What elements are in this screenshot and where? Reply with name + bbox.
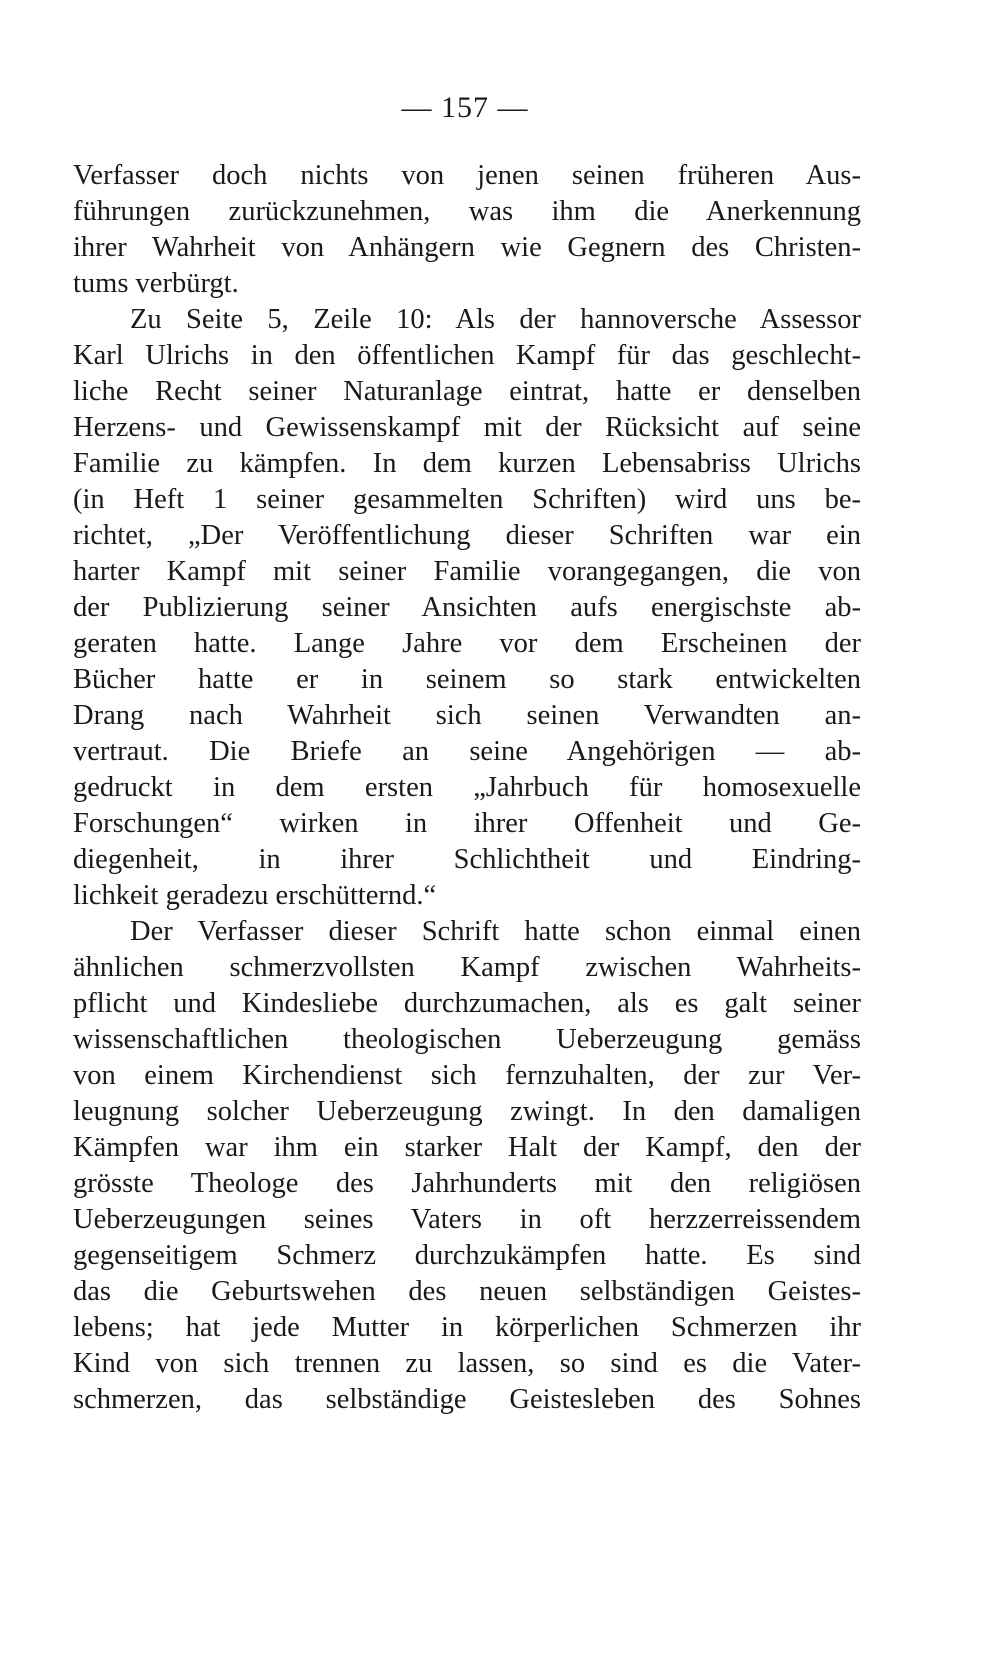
text-line: diegenheit, in ihrer Schlichtheit und Eindring- bbox=[73, 844, 861, 875]
text-line: (in Heft 1 seiner gesammelten Schriften) wird uns be- bbox=[73, 484, 861, 515]
text-line: wissenschaftlichen theologischen Ueberzeugung gemäss bbox=[73, 1024, 861, 1055]
text-line: der Publizierung seiner Ansichten aufs energischste ab- bbox=[73, 592, 861, 623]
text-line: pflicht und Kindesliebe durchzumachen, als es galt seiner bbox=[73, 988, 861, 1019]
text-line: Kämpfen war ihm ein starker Halt der Kampf, den der bbox=[73, 1132, 861, 1163]
text-line: von einem Kirchendienst sich fernzuhalten, der zur Ver- bbox=[73, 1060, 861, 1091]
text-line: harter Kampf mit seiner Familie vorangegangen, die von bbox=[73, 556, 861, 587]
text-line: führungen zurückzunehmen, was ihm die Anerkennung bbox=[73, 196, 861, 227]
text-line: gedruckt in dem ersten „Jahrbuch für homosexuelle bbox=[73, 772, 861, 803]
text-line: Familie zu kämpfen. In dem kurzen Lebensabriss Ulrichs bbox=[73, 448, 861, 479]
text-line: Herzens- und Gewissenskampf mit der Rücksicht auf seine bbox=[73, 412, 861, 443]
text-line: geraten hatte. Lange Jahre vor dem Erscheinen der bbox=[73, 628, 861, 659]
text-line: Karl Ulrichs in den öffentlichen Kampf für das geschlecht- bbox=[73, 340, 861, 371]
body-text bbox=[73, 158, 861, 1418]
text-line: ähnlichen schmerzvollsten Kampf zwischen Wahrheits- bbox=[73, 952, 861, 983]
text-line: Bücher hatte er in seinem so stark entwickelten bbox=[73, 664, 861, 695]
text-line: schmerzen, das selbständige Geistesleben des Sohnes bbox=[73, 1384, 861, 1415]
page-number: — 157 — bbox=[401, 91, 529, 124]
text-line: vertraut. Die Briefe an seine Angehörigen — ab- bbox=[73, 736, 861, 767]
text-line: lichkeit geradezu erschütternd.“ bbox=[73, 880, 437, 911]
text-line: Ueberzeugungen seines Vaters in oft herzzerreissendem bbox=[73, 1204, 861, 1235]
text-line: das die Geburtswehen des neuen selbständigen Geistes- bbox=[73, 1276, 861, 1307]
text-line: Kind von sich trennen zu lassen, so sind es die Vater- bbox=[73, 1348, 861, 1379]
text-line: Forschungen“ wirken in ihrer Offenheit und Ge- bbox=[73, 808, 861, 839]
text-line: tums verbürgt. bbox=[73, 268, 239, 299]
text-line: ihrer Wahrheit von Anhängern wie Gegnern des Christen- bbox=[73, 232, 861, 263]
text-line: lebens; hat jede Mutter in körperlichen Schmerzen ihr bbox=[73, 1312, 861, 1343]
text-line: leugnung solcher Ueberzeugung zwingt. In den damaligen bbox=[73, 1096, 861, 1127]
text-line: Drang nach Wahrheit sich seinen Verwandten an- bbox=[73, 700, 861, 731]
text-line: richtet, „Der Veröffentlichung dieser Schriften war ein bbox=[73, 520, 861, 551]
text-line: grösste Theologe des Jahrhunderts mit den religiösen bbox=[73, 1168, 861, 1199]
text-line: Der Verfasser dieser Schrift hatte schon einmal einen bbox=[130, 916, 861, 947]
text-line: liche Recht seiner Naturanlage eintrat, hatte er denselben bbox=[73, 376, 861, 407]
text-line: Verfasser doch nichts von jenen seinen früheren Aus- bbox=[73, 160, 861, 191]
text-line: gegenseitigem Schmerz durchzukämpfen hatte. Es sind bbox=[73, 1240, 861, 1271]
text-line: Zu Seite 5, Zeile 10: Als der hannoversche Assessor bbox=[130, 304, 861, 335]
